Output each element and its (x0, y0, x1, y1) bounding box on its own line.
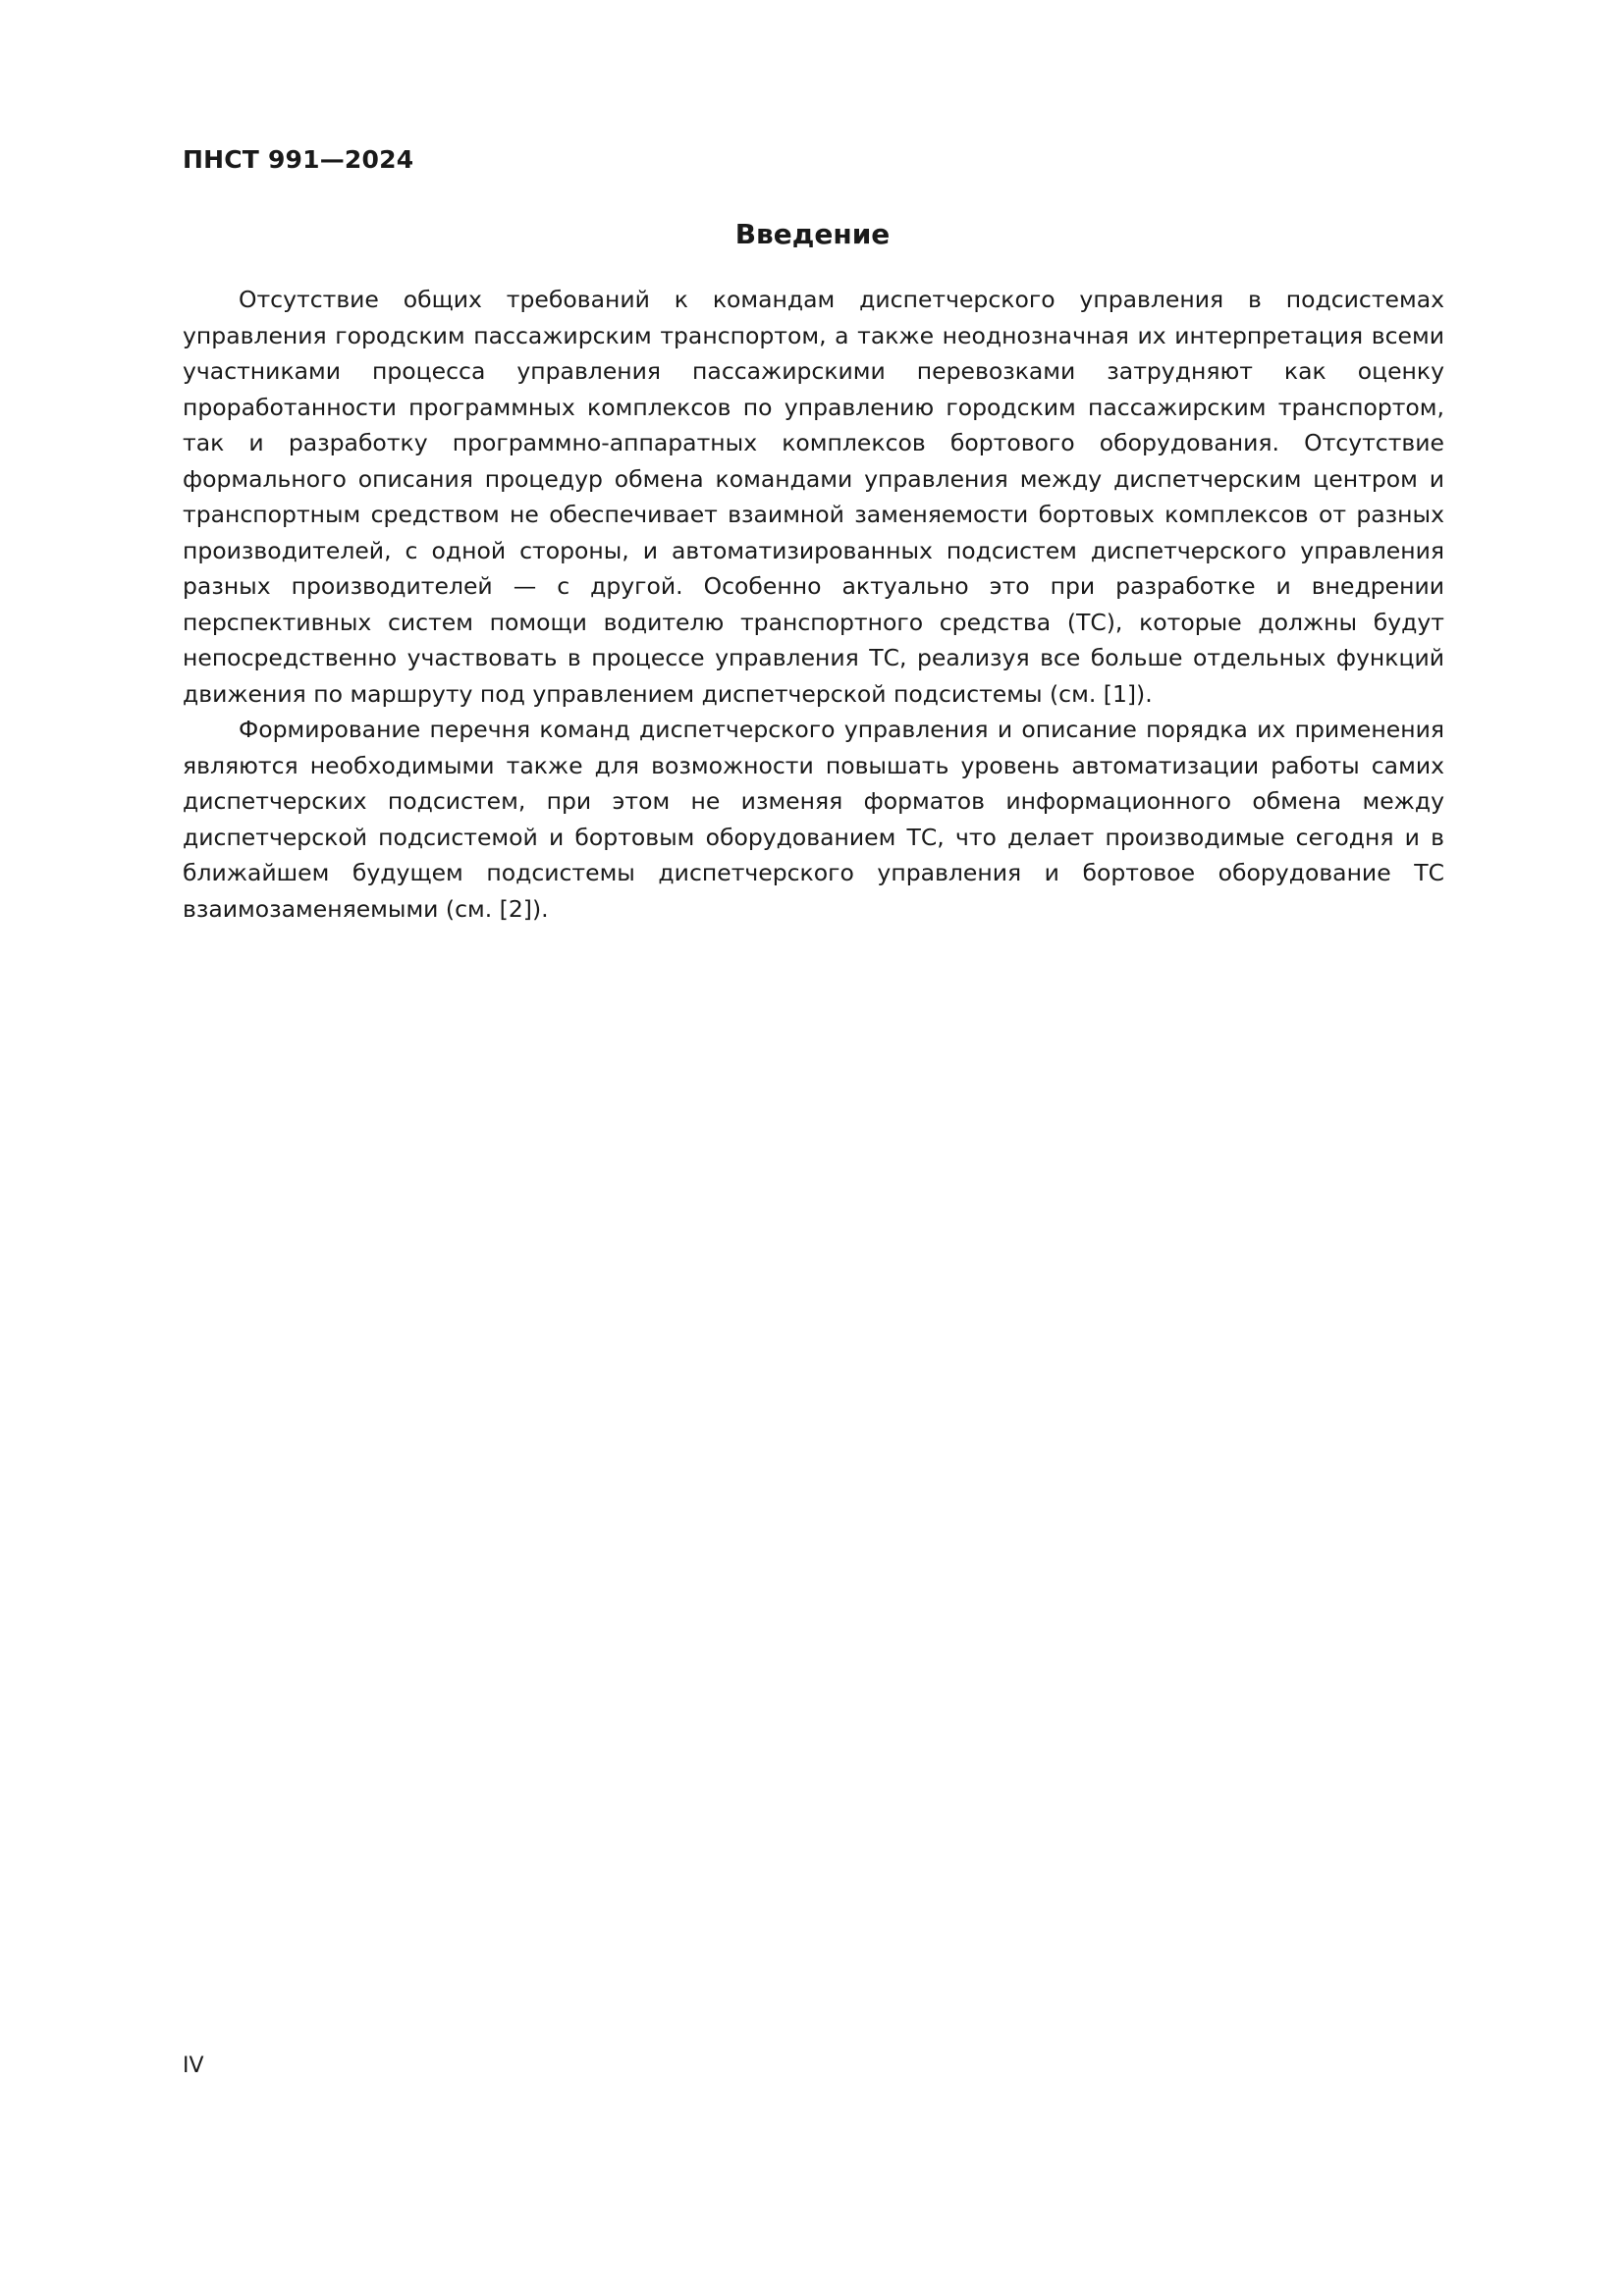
standard-designation-header: ПНСТ 991—2024 (183, 145, 414, 174)
page-title: Введение (734, 218, 891, 250)
introduction-body (183, 282, 1444, 927)
paragraph: Формирование перечня команд диспетчерского управления и описание порядка их применения являются необходимыми также для возможности повышать уровень автоматизации работы самих диспетчерских подсистем, при этом не изменяя форматов информационного обмена между диспетчерской подсистемой и бортовым оборудованием ТС, что делает производимые сегодня и в ближайшем будущем подсистемы диспетчерского управления и бортовое оборудование ТС взаимозаменяемыми (см. [2]). (183, 716, 1444, 923)
page-number: IV (183, 2054, 204, 2078)
paragraph: Отсутствие общих требований к командам диспетчерского управления в подсистемах управления городским пассажирским транспортом, а также неоднозначная их интерпретация всеми участниками процесса управления пассажирскими перевозками затрудняют как оценку проработанности программных комплексов по управлению городским пассажирским транспортом, так и разработку программно-аппаратных комплексов бортового оборудования. Отсутствие формального описания процедур обмена командами управления между диспетчерским центром и транспортным средством не обеспечивает взаимной заменяемости бортовых комплексов от разных производителей, с одной стороны, и автоматизированных подсистем диспетчерского управления разных производителей — с другой. Особенно актуально это при разработке и внедрении перспективных систем помощи водителю транспортного средства (ТС), которые должны будут непосредственно участвовать в процессе управления ТС, реализуя все больше отдельных функций движения по маршруту под управлением диспетчерской подсистемы (см. [1]). (183, 286, 1444, 708)
